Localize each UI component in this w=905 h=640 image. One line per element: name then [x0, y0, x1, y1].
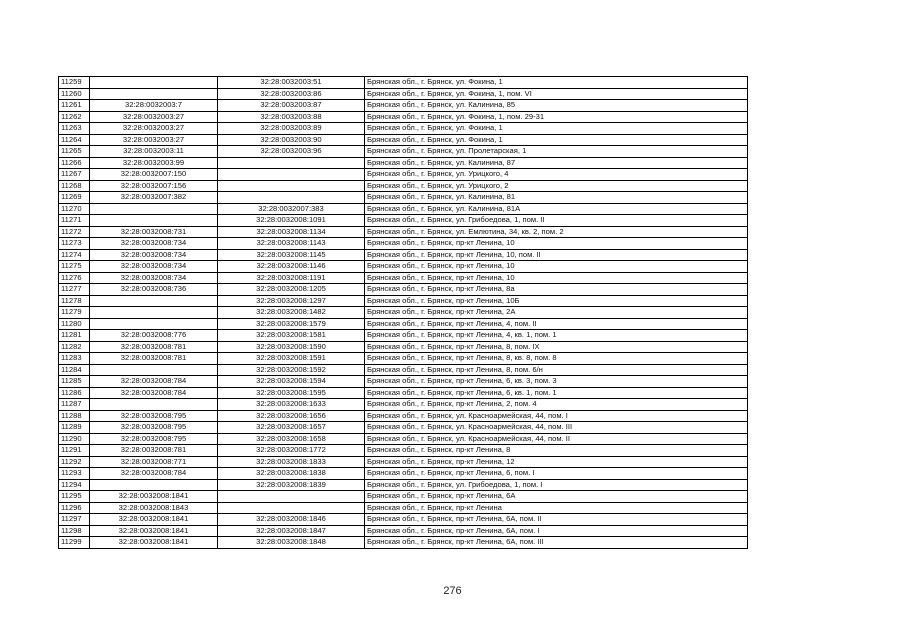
address-cell: Брянская обл., г. Брянск, пр-кт Ленина, 10 [365, 238, 748, 250]
cadastral-number-cell: 32:28:0032008:1297 [218, 295, 365, 307]
record-number-cell: 11269 [59, 192, 90, 204]
cadastral-number-cell: 32:28:0032003:96 [218, 146, 365, 158]
cadastral-number-cell: 32:28:0032008:1846 [218, 514, 365, 526]
parent-cadastral-number-cell: 32:28:0032008:781 [90, 353, 218, 365]
record-number-cell: 11291 [59, 445, 90, 457]
cadastral-number-cell: 32:28:0032003:88 [218, 111, 365, 123]
address-cell: Брянская обл., г. Брянск, ул. Урицкого, 4 [365, 169, 748, 181]
property-registry-table [58, 76, 748, 549]
parent-cadastral-number-cell: 32:28:0032008:795 [90, 422, 218, 434]
record-number-cell: 11278 [59, 295, 90, 307]
record-number-cell: 11279 [59, 307, 90, 319]
address-cell: Брянская обл., г. Брянск, ул. Урицкого, 2 [365, 180, 748, 192]
cadastral-number-cell: 32:28:0032007:383 [218, 203, 365, 215]
address-cell: Брянская обл., г. Брянск, ул. Грибоедова, 1, пом. II [365, 215, 748, 227]
address-cell: Брянская обл., г. Брянск, ул. Грибоедова, 1, пом. I [365, 479, 748, 491]
cadastral-number-cell: 32:28:0032008:1847 [218, 525, 365, 537]
table-row [59, 399, 748, 411]
cadastral-number-cell: 32:28:0032003:90 [218, 134, 365, 146]
record-number-cell: 11273 [59, 238, 90, 250]
table-row [59, 215, 748, 227]
table-row [59, 203, 748, 215]
address-cell: Брянская обл., г. Брянск, пр-кт Ленина, 4, пом. II [365, 318, 748, 330]
address-cell: Брянская обл., г. Брянск, пр-кт Ленина, 6, кв. 1, пом. 1 [365, 387, 748, 399]
table-row [59, 410, 748, 422]
parent-cadastral-number-cell: 32:28:0032003:27 [90, 123, 218, 135]
cadastral-number-cell: 32:28:0032008:1772 [218, 445, 365, 457]
cadastral-number-cell: 32:28:0032008:1579 [218, 318, 365, 330]
parent-cadastral-number-cell: 32:28:0032003:99 [90, 157, 218, 169]
record-number-cell: 11281 [59, 330, 90, 342]
table-row [59, 134, 748, 146]
table-row [59, 422, 748, 434]
cadastral-number-cell [218, 192, 365, 204]
address-cell: Брянская обл., г. Брянск, пр-кт Ленина, 2, пом. 4 [365, 399, 748, 411]
table-row [59, 88, 748, 100]
parent-cadastral-number-cell: 32:28:0032008:784 [90, 468, 218, 480]
record-number-cell: 11297 [59, 514, 90, 526]
address-cell: Брянская обл., г. Брянск, пр-кт Ленина, 8, пом. 6/н [365, 364, 748, 376]
record-number-cell: 11271 [59, 215, 90, 227]
table-row [59, 169, 748, 181]
table-row [59, 123, 748, 135]
record-number-cell: 11285 [59, 376, 90, 388]
page-number: 276 [443, 585, 462, 597]
parent-cadastral-number-cell: 32:28:0032008:731 [90, 226, 218, 238]
address-cell: Брянская обл., г. Брянск, ул. Фокина, 1 [365, 134, 748, 146]
table-row [59, 445, 748, 457]
cadastral-number-cell: 32:28:0032008:1658 [218, 433, 365, 445]
cadastral-number-cell: 32:28:0032008:1595 [218, 387, 365, 399]
table-row [59, 261, 748, 273]
address-cell: Брянская обл., г. Брянск, пр-кт Ленина, 8 [365, 445, 748, 457]
address-cell: Брянская обл., г. Брянск, пр-кт Ленина, 10, пом. II [365, 249, 748, 261]
cadastral-number-cell: 32:28:0032008:1657 [218, 422, 365, 434]
table-row [59, 157, 748, 169]
parent-cadastral-number-cell: 32:28:0032008:776 [90, 330, 218, 342]
table-row [59, 77, 748, 89]
address-cell: Брянская обл., г. Брянск, пр-кт Ленина, 4, кв. 1, пом. 1 [365, 330, 748, 342]
record-number-cell: 11265 [59, 146, 90, 158]
address-cell: Брянская обл., г. Брянск, пр-кт Ленина, 10 [365, 261, 748, 273]
table-row [59, 249, 748, 261]
address-cell: Брянская обл., г. Брянск, ул. Калинина, 81 [365, 192, 748, 204]
table-row [59, 272, 748, 284]
record-number-cell: 11270 [59, 203, 90, 215]
cadastral-number-cell [218, 157, 365, 169]
table-row [59, 491, 748, 503]
address-cell: Брянская обл., г. Брянск, ул. Калинина, 85 [365, 100, 748, 112]
address-cell: Брянская обл., г. Брянск, ул. Фокина, 1, пом. VI [365, 88, 748, 100]
parent-cadastral-number-cell: 32:28:0032008:784 [90, 376, 218, 388]
cadastral-number-cell: 32:28:0032008:1656 [218, 410, 365, 422]
cadastral-number-cell: 32:28:0032008:1833 [218, 456, 365, 468]
record-number-cell: 11268 [59, 180, 90, 192]
table-row [59, 433, 748, 445]
record-number-cell: 11299 [59, 537, 90, 549]
table-row [59, 468, 748, 480]
parent-cadastral-number-cell [90, 203, 218, 215]
parent-cadastral-number-cell: 32:28:0032003:27 [90, 111, 218, 123]
parent-cadastral-number-cell: 32:28:0032008:734 [90, 261, 218, 273]
cadastral-number-cell: 32:28:0032008:1091 [218, 215, 365, 227]
parent-cadastral-number-cell: 32:28:0032008:1841 [90, 525, 218, 537]
parent-cadastral-number-cell [90, 215, 218, 227]
record-number-cell: 11263 [59, 123, 90, 135]
table-row [59, 341, 748, 353]
table-row [59, 111, 748, 123]
table-row [59, 238, 748, 250]
table-row [59, 525, 748, 537]
address-cell: Брянская обл., г. Брянск, пр-кт Ленина, 10Б [365, 295, 748, 307]
parent-cadastral-number-cell: 32:28:0032008:1841 [90, 491, 218, 503]
record-number-cell: 11283 [59, 353, 90, 365]
address-cell: Брянская обл., г. Брянск, ул. Красноармейская, 44, пом. II [365, 433, 748, 445]
table-row [59, 295, 748, 307]
table-row [59, 376, 748, 388]
parent-cadastral-number-cell [90, 295, 218, 307]
table-row [59, 192, 748, 204]
address-cell: Брянская обл., г. Брянск, ул. Пролетарская, 1 [365, 146, 748, 158]
record-number-cell: 11286 [59, 387, 90, 399]
table-row [59, 318, 748, 330]
parent-cadastral-number-cell: 32:28:0032003:11 [90, 146, 218, 158]
cadastral-number-cell [218, 169, 365, 181]
address-cell: Брянская обл., г. Брянск, ул. Красноармейская, 44, пом. I [365, 410, 748, 422]
cadastral-number-cell: 32:28:0032003:86 [218, 88, 365, 100]
cadastral-number-cell: 32:28:0032008:1592 [218, 364, 365, 376]
record-number-cell: 11296 [59, 502, 90, 514]
address-cell: Брянская обл., г. Брянск, ул. Фокина, 1, пом. 29-31 [365, 111, 748, 123]
cadastral-number-cell: 32:28:0032008:1581 [218, 330, 365, 342]
cadastral-number-cell [218, 491, 365, 503]
table-row [59, 100, 748, 112]
record-number-cell: 11289 [59, 422, 90, 434]
parent-cadastral-number-cell: 32:28:0032007:382 [90, 192, 218, 204]
parent-cadastral-number-cell: 32:28:0032008:784 [90, 387, 218, 399]
table-row [59, 502, 748, 514]
record-number-cell: 11266 [59, 157, 90, 169]
table-row [59, 514, 748, 526]
record-number-cell: 11277 [59, 284, 90, 296]
table-row [59, 364, 748, 376]
record-number-cell: 11298 [59, 525, 90, 537]
cadastral-number-cell: 32:28:0032008:1191 [218, 272, 365, 284]
parent-cadastral-number-cell: 32:28:0032008:734 [90, 249, 218, 261]
cadastral-number-cell: 32:28:0032008:1633 [218, 399, 365, 411]
parent-cadastral-number-cell: 32:28:0032008:781 [90, 341, 218, 353]
address-cell: Брянская обл., г. Брянск, пр-кт Ленина, 10 [365, 272, 748, 284]
record-number-cell: 11272 [59, 226, 90, 238]
cadastral-number-cell: 32:28:0032008:1205 [218, 284, 365, 296]
address-cell: Брянская обл., г. Брянск, пр-кт Ленина, 6А, пом. I [365, 525, 748, 537]
record-number-cell: 11280 [59, 318, 90, 330]
record-number-cell: 11293 [59, 468, 90, 480]
cadastral-number-cell: 32:28:0032008:1143 [218, 238, 365, 250]
cadastral-number-cell: 32:28:0032008:1134 [218, 226, 365, 238]
parent-cadastral-number-cell [90, 307, 218, 319]
address-cell: Брянская обл., г. Брянск, ул. Емлютина, 34, кв. 2, пом. 2 [365, 226, 748, 238]
cadastral-number-cell [218, 502, 365, 514]
parent-cadastral-number-cell: 32:28:0032003:27 [90, 134, 218, 146]
parent-cadastral-number-cell [90, 88, 218, 100]
cadastral-number-cell [218, 180, 365, 192]
parent-cadastral-number-cell: 32:28:0032008:781 [90, 445, 218, 457]
address-cell: Брянская обл., г. Брянск, пр-кт Ленина, 8, пом. IX [365, 341, 748, 353]
cadastral-number-cell: 32:28:0032003:89 [218, 123, 365, 135]
parent-cadastral-number-cell: 32:28:0032008:736 [90, 284, 218, 296]
record-number-cell: 11284 [59, 364, 90, 376]
cadastral-number-cell: 32:28:0032008:1145 [218, 249, 365, 261]
table-row [59, 456, 748, 468]
table-row [59, 307, 748, 319]
record-number-cell: 11267 [59, 169, 90, 181]
cadastral-number-cell: 32:28:0032008:1590 [218, 341, 365, 353]
record-number-cell: 11295 [59, 491, 90, 503]
cadastral-number-cell: 32:28:0032008:1146 [218, 261, 365, 273]
parent-cadastral-number-cell: 32:28:0032008:795 [90, 433, 218, 445]
cadastral-number-cell: 32:28:0032008:1591 [218, 353, 365, 365]
table-row [59, 479, 748, 491]
address-cell: Брянская обл., г. Брянск, пр-кт Ленина, 12 [365, 456, 748, 468]
record-number-cell: 11262 [59, 111, 90, 123]
table-row [59, 537, 748, 549]
record-number-cell: 11294 [59, 479, 90, 491]
parent-cadastral-number-cell: 32:28:0032008:1841 [90, 537, 218, 549]
table-row [59, 226, 748, 238]
record-number-cell: 11274 [59, 249, 90, 261]
address-cell: Брянская обл., г. Брянск, ул. Фокина, 1 [365, 77, 748, 89]
record-number-cell: 11290 [59, 433, 90, 445]
record-number-cell: 11275 [59, 261, 90, 273]
record-number-cell: 11260 [59, 88, 90, 100]
record-number-cell: 11292 [59, 456, 90, 468]
parent-cadastral-number-cell: 32:28:0032007:150 [90, 169, 218, 181]
parent-cadastral-number-cell: 32:28:0032003:7 [90, 100, 218, 112]
table-row [59, 387, 748, 399]
record-number-cell: 11261 [59, 100, 90, 112]
table-row [59, 330, 748, 342]
cadastral-number-cell: 32:28:0032003:87 [218, 100, 365, 112]
cadastral-number-cell: 32:28:0032008:1848 [218, 537, 365, 549]
parent-cadastral-number-cell [90, 399, 218, 411]
parent-cadastral-number-cell [90, 364, 218, 376]
cadastral-number-cell: 32:28:0032008:1594 [218, 376, 365, 388]
address-cell: Брянская обл., г. Брянск, пр-кт Ленина, 8, кв. 8, пом. 8 [365, 353, 748, 365]
parent-cadastral-number-cell [90, 77, 218, 89]
parent-cadastral-number-cell: 32:28:0032008:734 [90, 238, 218, 250]
record-number-cell: 11282 [59, 341, 90, 353]
address-cell: Брянская обл., г. Брянск, пр-кт Ленина, 6, пом. I [365, 468, 748, 480]
table-row [59, 284, 748, 296]
cadastral-number-cell: 32:28:0032008:1839 [218, 479, 365, 491]
record-number-cell: 11288 [59, 410, 90, 422]
record-number-cell: 11259 [59, 77, 90, 89]
cadastral-number-cell: 32:28:0032008:1838 [218, 468, 365, 480]
record-number-cell: 11264 [59, 134, 90, 146]
parent-cadastral-number-cell [90, 479, 218, 491]
table-row [59, 180, 748, 192]
address-cell: Брянская обл., г. Брянск, пр-кт Ленина, 6А [365, 491, 748, 503]
table-row [59, 353, 748, 365]
address-cell: Брянская обл., г. Брянск, ул. Калинина, 87 [365, 157, 748, 169]
address-cell: Брянская обл., г. Брянск, пр-кт Ленина, 2А [365, 307, 748, 319]
address-cell: Брянская обл., г. Брянск, пр-кт Ленина, 6А, пом. II [365, 514, 748, 526]
record-number-cell: 11276 [59, 272, 90, 284]
address-cell: Брянская обл., г. Брянск, ул. Калинина, 81А [365, 203, 748, 215]
address-cell: Брянская обл., г. Брянск, ул. Красноармейская, 44, пом. III [365, 422, 748, 434]
parent-cadastral-number-cell: 32:28:0032008:1841 [90, 514, 218, 526]
parent-cadastral-number-cell [90, 318, 218, 330]
cadastral-number-cell: 32:28:0032003:51 [218, 77, 365, 89]
address-cell: Брянская обл., г. Брянск, пр-кт Ленина, 6А, пом. III [365, 537, 748, 549]
record-number-cell: 11287 [59, 399, 90, 411]
table-row [59, 146, 748, 158]
address-cell: Брянская обл., г. Брянск, пр-кт Ленина, 6, кв. 3, пом. 3 [365, 376, 748, 388]
registry-table-body [59, 77, 748, 549]
address-cell: Брянская обл., г. Брянск, ул. Фокина, 1 [365, 123, 748, 135]
parent-cadastral-number-cell: 32:28:0032008:795 [90, 410, 218, 422]
parent-cadastral-number-cell: 32:28:0032008:771 [90, 456, 218, 468]
address-cell: Брянская обл., г. Брянск, пр-кт Ленина [365, 502, 748, 514]
cadastral-number-cell: 32:28:0032008:1482 [218, 307, 365, 319]
parent-cadastral-number-cell: 32:28:0032007:156 [90, 180, 218, 192]
address-cell: Брянская обл., г. Брянск, пр-кт Ленина, 8а [365, 284, 748, 296]
parent-cadastral-number-cell: 32:28:0032008:734 [90, 272, 218, 284]
parent-cadastral-number-cell: 32:28:0032008:1843 [90, 502, 218, 514]
